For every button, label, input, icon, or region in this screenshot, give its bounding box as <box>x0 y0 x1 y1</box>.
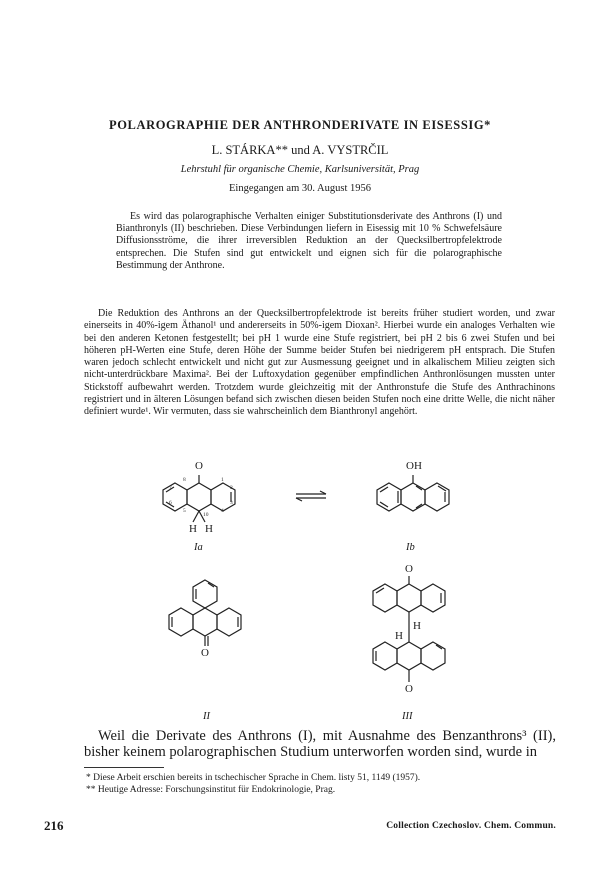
body-paragraph: Die Reduktion des Anthrons an der Quecksilbertropfelektrode ist bereits früher studiert worden, und zwar einerseits in 40%-igem Äthanol¹ und andererseits in 50%-igem Dioxan². Hierbei wurde ein analoges Verhalten wie bei den anderen Ketonen festgestellt; bei pH 1 wurde eine Stufe registriert, bei pH 2 bis 6 zwei Stufen und bei höheren pH-Werten eine Stufe, deren Höhe der Summe beider Stufen bei niedrigerem pH entsprach. Die Stufen waren jedoch schlecht entwickelt und nicht gut zur Ausmessung geeignet und in alkalischem Milieu zeigten sich nicht-unterdrückbare Maxima². Bei der Luftoxydation gegenüber empfindlichen Anthronlösungen mussten unter Stickstoff aufbewahrt werden. Trotzdem wurde gleichzeitig mit der Anthronstufe die Stufe des Anthrachinons registriert und in älteren Lösungen befand sich zwischen diesen beiden Stufen noch eine dritte Welle, die nicht näher definiert wurde¹. Wir vermuten, dass sie wahrscheinlich dem Bianthronyl angehört. <box>84 308 555 418</box>
journal-name: Collection Czechoslov. Chem. Commun. <box>386 821 556 831</box>
ia-ring-number: 4 <box>221 508 224 514</box>
iii-oxygen-top: O <box>405 563 413 575</box>
received-date: Eingegangen am 30. August 1956 <box>228 183 372 194</box>
page-number: 216 <box>44 818 64 833</box>
equilibrium-arrows-icon <box>294 491 328 501</box>
compound-label-ib: Ib <box>406 542 415 553</box>
footnotes <box>84 772 556 796</box>
ia-ring-number: 1 <box>221 477 224 483</box>
ia-ring-number: 7 <box>169 485 172 491</box>
article-title: POLAROGRAPHIE DER ANTHRONDERIVATE IN EISESSIG* <box>108 118 492 132</box>
abstract: Es wird das polarographische Verhalten einiger Substitutionsderivate des Anthrons (I) und Bianthronyls (II) beschrieben. Diese Verbindungen liefern in Eisessig mit 10 % Schwefelsäure Diffusionsströme, die ihrer irreversiblen Reduktion an der Quecksilbertropfelektrode entsprechen. Die Stufen sind gut entwickelt und eignen sich für die polarographische Bestimmung der Anthrone. <box>116 211 502 271</box>
iii-hydrogen-lower: H <box>395 630 403 642</box>
ia-ring-number: 6 <box>169 500 172 506</box>
main-paragraph: Weil die Derivate des Anthrons (I), mit Ausnahme des Benzanthrons³ (II), bisher keinem polarographischen Studium unterworfen worden sind, wurde in <box>84 728 556 760</box>
ib-hydroxyl: OH <box>406 460 422 472</box>
footnote-divider <box>84 767 164 768</box>
compound-label-iii: III <box>402 711 413 722</box>
structure-ib-drawing <box>374 470 474 530</box>
ia-ring-number: 5 <box>183 508 186 514</box>
ia-ring-number: 3 <box>230 500 233 506</box>
iii-oxygen-bottom: O <box>405 683 413 695</box>
ia-ring-number: 10 <box>203 512 209 518</box>
structure-iii-drawing <box>370 574 470 714</box>
structure-ia-drawing <box>160 470 260 530</box>
compound-label-ii: II <box>203 711 210 722</box>
ia-ring-number: 2 <box>230 485 233 491</box>
ia-oxygen: O <box>195 460 203 472</box>
ia-ring-number: 8 <box>183 477 186 483</box>
authors: L. STÁRKA** und A. VYSTRČIL <box>211 143 389 157</box>
affiliation: Lehrstuhl für organische Chemie, Karlsuniversität, Prag <box>180 164 420 175</box>
footnote-item: * Diese Arbeit erschien bereits in tschechischer Sprache in Chem. listy 51, 1149 (1957). <box>86 773 421 783</box>
structure-ii-drawing <box>160 574 260 666</box>
ii-oxygen: O <box>201 647 209 659</box>
footnote-item: ** Heutige Adresse: Forschungsinstitut für Endokrinologie, Prag. <box>86 785 336 795</box>
compound-label-ia: Ia <box>194 542 203 553</box>
ia-hydrogen-left: H <box>189 523 197 535</box>
iii-hydrogen-upper: H <box>413 620 421 632</box>
ia-hydrogen-right: H <box>205 523 213 535</box>
